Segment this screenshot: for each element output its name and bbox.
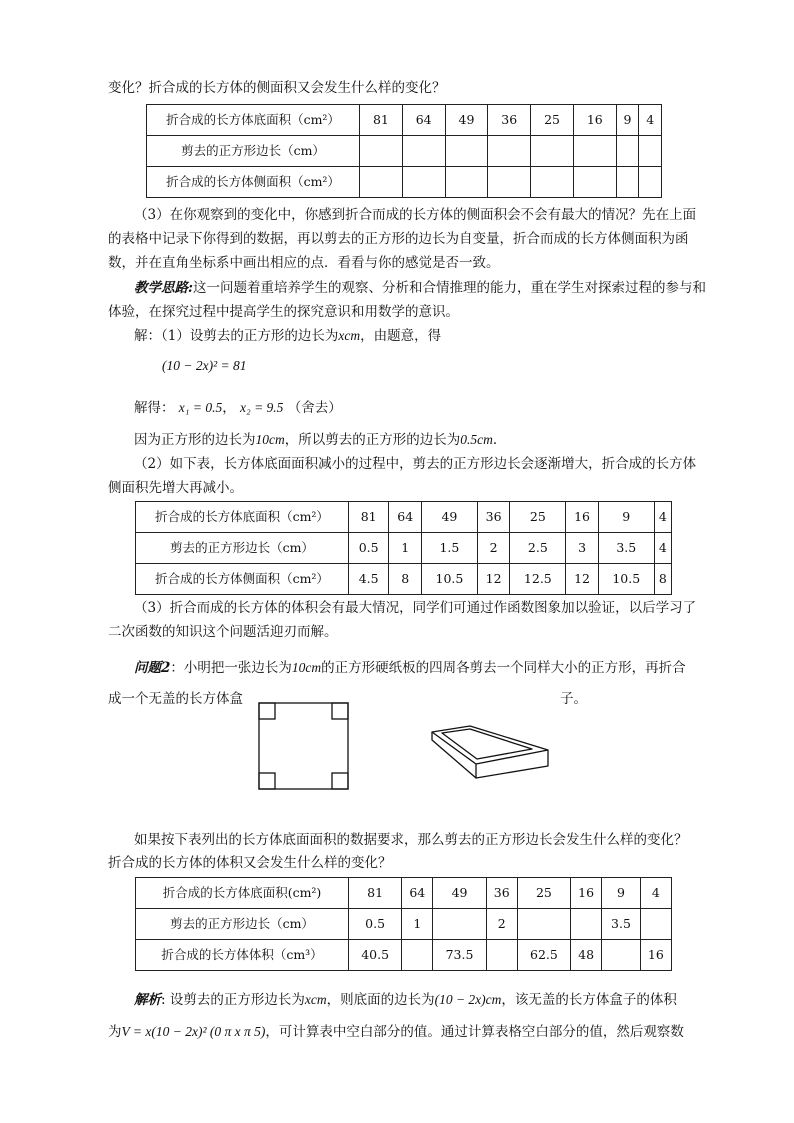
table-cell: 64	[402, 878, 433, 909]
table-cell	[433, 909, 486, 940]
table-cell	[573, 136, 616, 167]
table-cell: 4	[640, 878, 671, 909]
row-label: 折合成的长方体底面积（cm²）	[147, 105, 360, 136]
table-3	[135, 877, 672, 971]
table-cell: 16	[566, 502, 599, 533]
table-cell: 10.5	[598, 564, 654, 595]
table-cell: 0.5	[349, 533, 389, 564]
table-cell: 1	[402, 909, 433, 940]
table-cell: 3	[566, 533, 599, 564]
table-cell: 48	[571, 940, 602, 971]
table-cell: 9	[616, 105, 639, 136]
table-cell: 36	[488, 105, 531, 136]
table-cell	[402, 136, 445, 167]
table-cell: 64	[402, 105, 445, 136]
row-label: 剪去的正方形边长（cm）	[136, 533, 349, 564]
teaching-idea: 教学思路:这一问题着重培养学生的观察、分析和合情推理的能力，重在学生对探索过程的参与和体验，在探究过程中提高学生的探究意识和用数学的意识。	[108, 280, 706, 320]
table-cell: 36	[486, 878, 517, 909]
table-cell	[640, 909, 671, 940]
row-label: 剪去的正方形边长（cm）	[147, 136, 360, 167]
table-row	[136, 940, 672, 971]
table-cell	[488, 167, 531, 198]
table-cell	[616, 136, 639, 167]
table-cell: 16	[573, 105, 616, 136]
row-label: 折合成的长方体底面积(cm²)	[136, 878, 349, 909]
solved-line: 解得： x₁ = 0.5， x₂ = 9.5 （舍去）	[134, 400, 342, 416]
row-label: 折合成的长方体侧面积（cm²）	[136, 564, 349, 595]
table-cell	[602, 940, 641, 971]
table-cell: 3.5	[598, 533, 654, 564]
table-cell: 10.5	[422, 564, 478, 595]
teaching-label: 教学思路:	[134, 280, 193, 296]
table-cell: 49	[422, 502, 478, 533]
analysis-label: 解析	[134, 992, 161, 1008]
because-line: 因为正方形的边长为10cm，所以剪去的正方形的边长为0.5cm．	[134, 432, 507, 448]
table-cell	[639, 167, 662, 198]
table-cell: 62.5	[517, 940, 570, 971]
table-cell: 9	[602, 878, 641, 909]
table-cell: 25	[517, 878, 570, 909]
table-cell: 9	[598, 502, 654, 533]
table-1	[146, 104, 662, 198]
table-row	[147, 136, 662, 167]
equation: (10 − 2x)² = 81	[162, 358, 247, 373]
table-cell: 4	[654, 502, 671, 533]
table-cell	[616, 167, 639, 198]
cut-square-figure	[256, 700, 352, 794]
open-box-figure	[428, 718, 552, 786]
table-cell: 36	[477, 502, 510, 533]
table-cell	[639, 136, 662, 167]
table-cell	[517, 909, 570, 940]
table-cell: 49	[433, 878, 486, 909]
table-row	[147, 167, 662, 198]
table-cell: 2	[486, 909, 517, 940]
row-label: 折合成的长方体侧面积（cm²）	[147, 167, 360, 198]
table-cell	[531, 136, 574, 167]
table-cell: 16	[571, 878, 602, 909]
table-cell	[488, 136, 531, 167]
question-2-line2b: 子。	[560, 691, 587, 707]
table-cell: 81	[349, 502, 389, 533]
table-row	[136, 502, 672, 533]
table-cell: 25	[531, 105, 574, 136]
table-cell: 4.5	[349, 564, 389, 595]
table-row	[136, 564, 672, 595]
table-cell: 16	[640, 940, 671, 971]
table-cell	[360, 167, 403, 198]
table-cell: 8	[389, 564, 422, 595]
table-cell: 2.5	[510, 533, 566, 564]
question-2-line2a: 成一个无盖的长方体盒	[108, 691, 243, 707]
table-cell: 73.5	[433, 940, 486, 971]
table-cell	[445, 167, 488, 198]
row-label: 剪去的正方形边长（cm）	[136, 909, 349, 940]
row-label: 折合成的长方体底面积（cm²）	[136, 502, 349, 533]
table-cell: 81	[360, 105, 403, 136]
table-cell: 4	[654, 533, 671, 564]
table-cell	[573, 167, 616, 198]
table-cell: 12	[477, 564, 510, 595]
table-cell: 25	[510, 502, 566, 533]
table-cell: 12.5	[510, 564, 566, 595]
table-cell: 40.5	[349, 940, 402, 971]
table-cell: 3.5	[602, 909, 641, 940]
table-cell	[402, 940, 433, 971]
table-cell: 8	[654, 564, 671, 595]
question-3-paragraph: （3）在你观察到的变化中，你感到折合而成的长方体的侧面积会不会有最大的情况？先在上面的表格中记录下你得到的数据，再以剪去的正方形的边长为自变量，折合而成的长方体侧面积为函数，并在直角坐标系中画出相应的点．看看与你的感觉是否一致。	[108, 207, 697, 271]
part-3-paragraph: （3）折合而成的长方体的体积会有最大情况，同学们可通过作函数图象加以验证，以后学习了二次函数的知识这个问题活迎刃而解。	[108, 600, 697, 640]
ask-line-1: 如果按下表列出的长方体底面面积的数据要求，那么剪去的正方形边长会发生什么样的变化？	[134, 832, 688, 848]
table-row	[136, 909, 672, 940]
table-row	[147, 105, 662, 136]
table-cell: 49	[445, 105, 488, 136]
table-cell	[360, 136, 403, 167]
table-cell	[571, 909, 602, 940]
intro-line: 变化？折合成的长方体的侧面积又会发生什么样的变化？	[108, 80, 446, 96]
table-cell	[531, 167, 574, 198]
ask-line-2: 折合成的长方体的体积又会发生什么样的变化？	[108, 855, 392, 871]
row-label: 折合成的长方体体积（cm³）	[136, 940, 349, 971]
part-2-paragraph: （2）如下表，长方体底面面积减小的过程中，剪去的正方形边长会逐渐增大，折合成的长方体侧面积先增大再减小。	[108, 456, 697, 496]
table-2	[135, 501, 672, 595]
table-cell: 2	[477, 533, 510, 564]
table-cell	[402, 167, 445, 198]
table-cell: 4	[639, 105, 662, 136]
table-cell: 0.5	[349, 909, 402, 940]
table-cell: 64	[389, 502, 422, 533]
table-cell: 81	[349, 878, 402, 909]
table-cell	[445, 136, 488, 167]
table-cell	[486, 940, 517, 971]
solution-intro: 解：（1）设剪去的正方形的边长为xcm，由题意，得	[134, 328, 442, 344]
table-cell: 12	[566, 564, 599, 595]
analysis-paragraph: 解析: 设剪去的正方形边长为xcm，则底面的边长为(10 − 2x)cm，该无盖的长方体盒子的体积	[134, 992, 677, 1008]
table-cell: 1.5	[422, 533, 478, 564]
question-2-label: 问题2	[134, 660, 171, 676]
table-row	[136, 878, 672, 909]
question-2: 问题2：小明把一张边长为10cm的正方形硬纸板的四周各剪去一个同样大小的正方形，再折合	[134, 660, 686, 676]
table-cell: 1	[389, 533, 422, 564]
table-row	[136, 533, 672, 564]
analysis-line-2: 为V = x(10 − 2x)² (0 π x π 5)，可计算表中空白部分的值。通过计算表格空白部分的值，然后观察数	[108, 1024, 684, 1040]
